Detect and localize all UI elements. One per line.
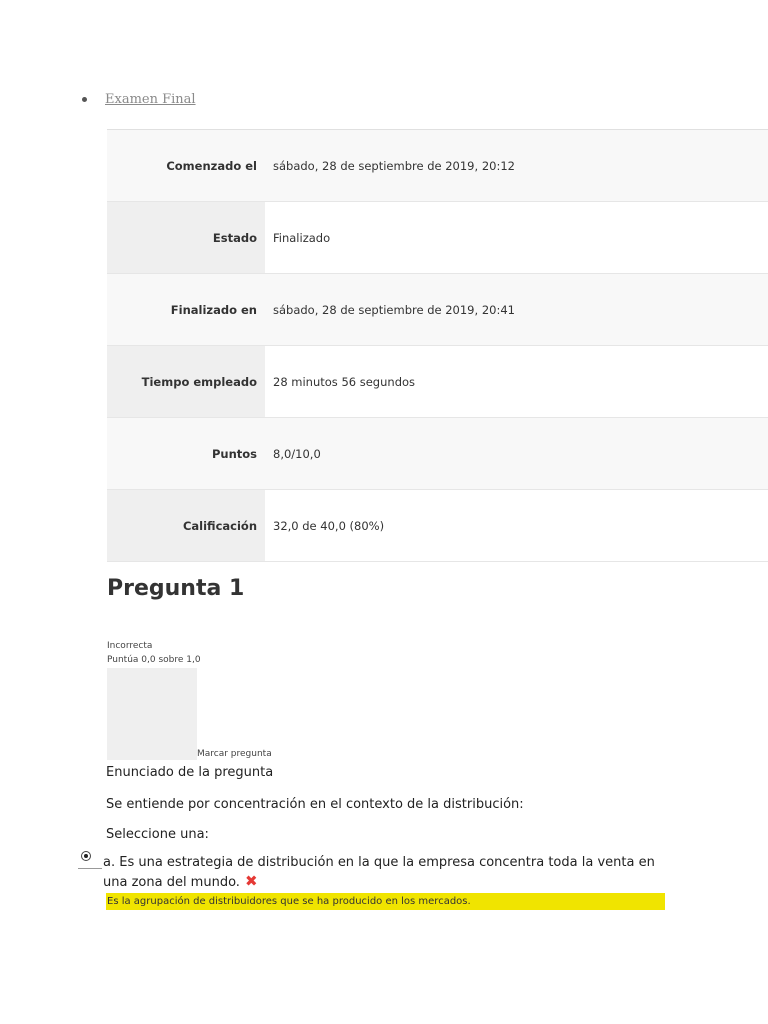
row-label: Puntos	[107, 418, 265, 489]
flag-question-link[interactable]: Marcar pregunta	[197, 749, 272, 759]
radio-selected-icon[interactable]	[81, 851, 91, 861]
flag-question-icon[interactable]	[107, 668, 197, 760]
row-value: Finalizado	[265, 202, 768, 273]
question-title: Pregunta 1	[107, 576, 245, 601]
row-label: Comenzado el	[107, 130, 265, 201]
question-heading: Enunciado de la pregunta	[106, 765, 274, 780]
row-value: 8,0/10,0	[265, 418, 768, 489]
table-row	[107, 130, 768, 202]
row-value: 28 minutos 56 segundos	[265, 346, 768, 417]
row-label: Calificación	[107, 490, 265, 561]
table-row	[107, 490, 768, 562]
answer-option-a-text: a. Es una estrategia de distribución en la que la empresa concentra toda la venta en una zona del mundo.	[103, 855, 655, 890]
row-value: 32,0 de 40,0 (80%)	[265, 490, 768, 561]
row-label: Tiempo empleado	[107, 346, 265, 417]
table-row	[107, 346, 768, 418]
bullet-icon	[82, 97, 87, 102]
correct-answer-feedback: Es la agrupación de distribuidores que se ha producido en los mercados.	[106, 893, 665, 910]
table-row	[107, 418, 768, 490]
row-value: sábado, 28 de septiembre de 2019, 20:41	[265, 274, 768, 345]
table-row	[107, 202, 768, 274]
table-row	[107, 274, 768, 346]
breadcrumb-link-examen-final[interactable]: Examen Final	[105, 92, 196, 107]
row-label: Estado	[107, 202, 265, 273]
question-info	[107, 639, 201, 667]
row-value: sábado, 28 de septiembre de 2019, 20:12	[265, 130, 768, 201]
row-label: Finalizado en	[107, 274, 265, 345]
question-text: Se entiende por concentración en el contexto de la distribución:	[106, 797, 524, 812]
answer-a-radio-wrapper[interactable]	[78, 846, 102, 869]
answer-option-a[interactable]	[103, 853, 673, 892]
question-grade: Puntúa 0,0 sobre 1,0	[107, 655, 201, 665]
cross-icon: ✖	[244, 872, 258, 890]
breadcrumb	[82, 92, 196, 107]
select-prompt: Seleccione una:	[106, 827, 209, 842]
question-state: Incorrecta	[107, 641, 153, 651]
attempt-summary-table	[107, 129, 768, 562]
